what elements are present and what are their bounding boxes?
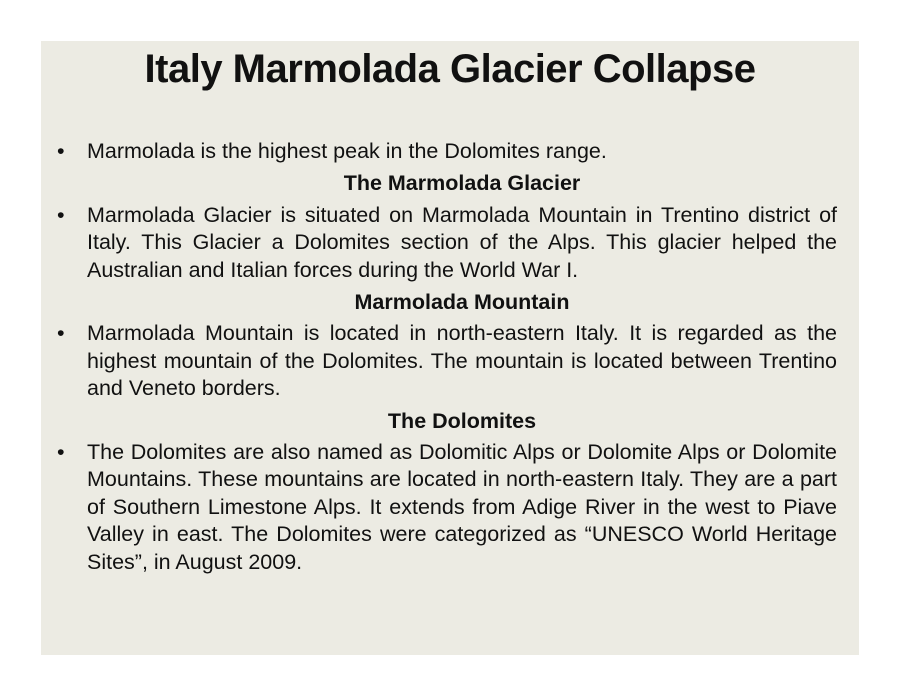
bullet-item bbox=[53, 202, 837, 284]
bullet-item bbox=[53, 320, 837, 402]
section-heading-mountain: Marmolada Mountain bbox=[354, 290, 570, 315]
slide-body bbox=[53, 138, 837, 576]
bullet-icon: • bbox=[57, 139, 65, 163]
bullet-icon: • bbox=[57, 321, 65, 346]
bullet-text: Marmolada is the highest peak in the Dolomites range. bbox=[87, 139, 607, 163]
bullet-icon: • bbox=[57, 440, 65, 465]
bullet-icon: • bbox=[57, 202, 65, 227]
bullet-item bbox=[53, 439, 837, 576]
section-heading-dolomites: The Dolomites bbox=[387, 408, 537, 433]
slide bbox=[41, 41, 859, 655]
bullet-text: Marmolada Glacier is situated on Marmolada Mountain in Trentino district of Italy. This Glacier a Dolomites section of the Alps. This glacier helped the Australian and Italian forces during the World War I. bbox=[87, 202, 837, 282]
bullet-text: Marmolada Mountain is located in north-eastern Italy. It is regarded as the highest mountain of the Dolomites. The mountain is located between Trentino and Veneto borders. bbox=[87, 321, 837, 401]
bullet-text: The Dolomites are also named as Dolomitic Alps or Dolomite Alps or Dolomite Mountains. These mountains are located in north-eastern Italy. They are a part of Southern Limestone Alps. It extends from Adige River in the west to Piave Valley in east. The Dolomites were categorized as “UNESCO World Heritage Sites”, in August 2009. bbox=[87, 440, 837, 574]
section-heading-glacier: The Marmolada Glacier bbox=[343, 171, 581, 196]
bullet-item bbox=[53, 138, 837, 165]
slide-title: Italy Marmolada Glacier Collapse bbox=[144, 47, 756, 91]
